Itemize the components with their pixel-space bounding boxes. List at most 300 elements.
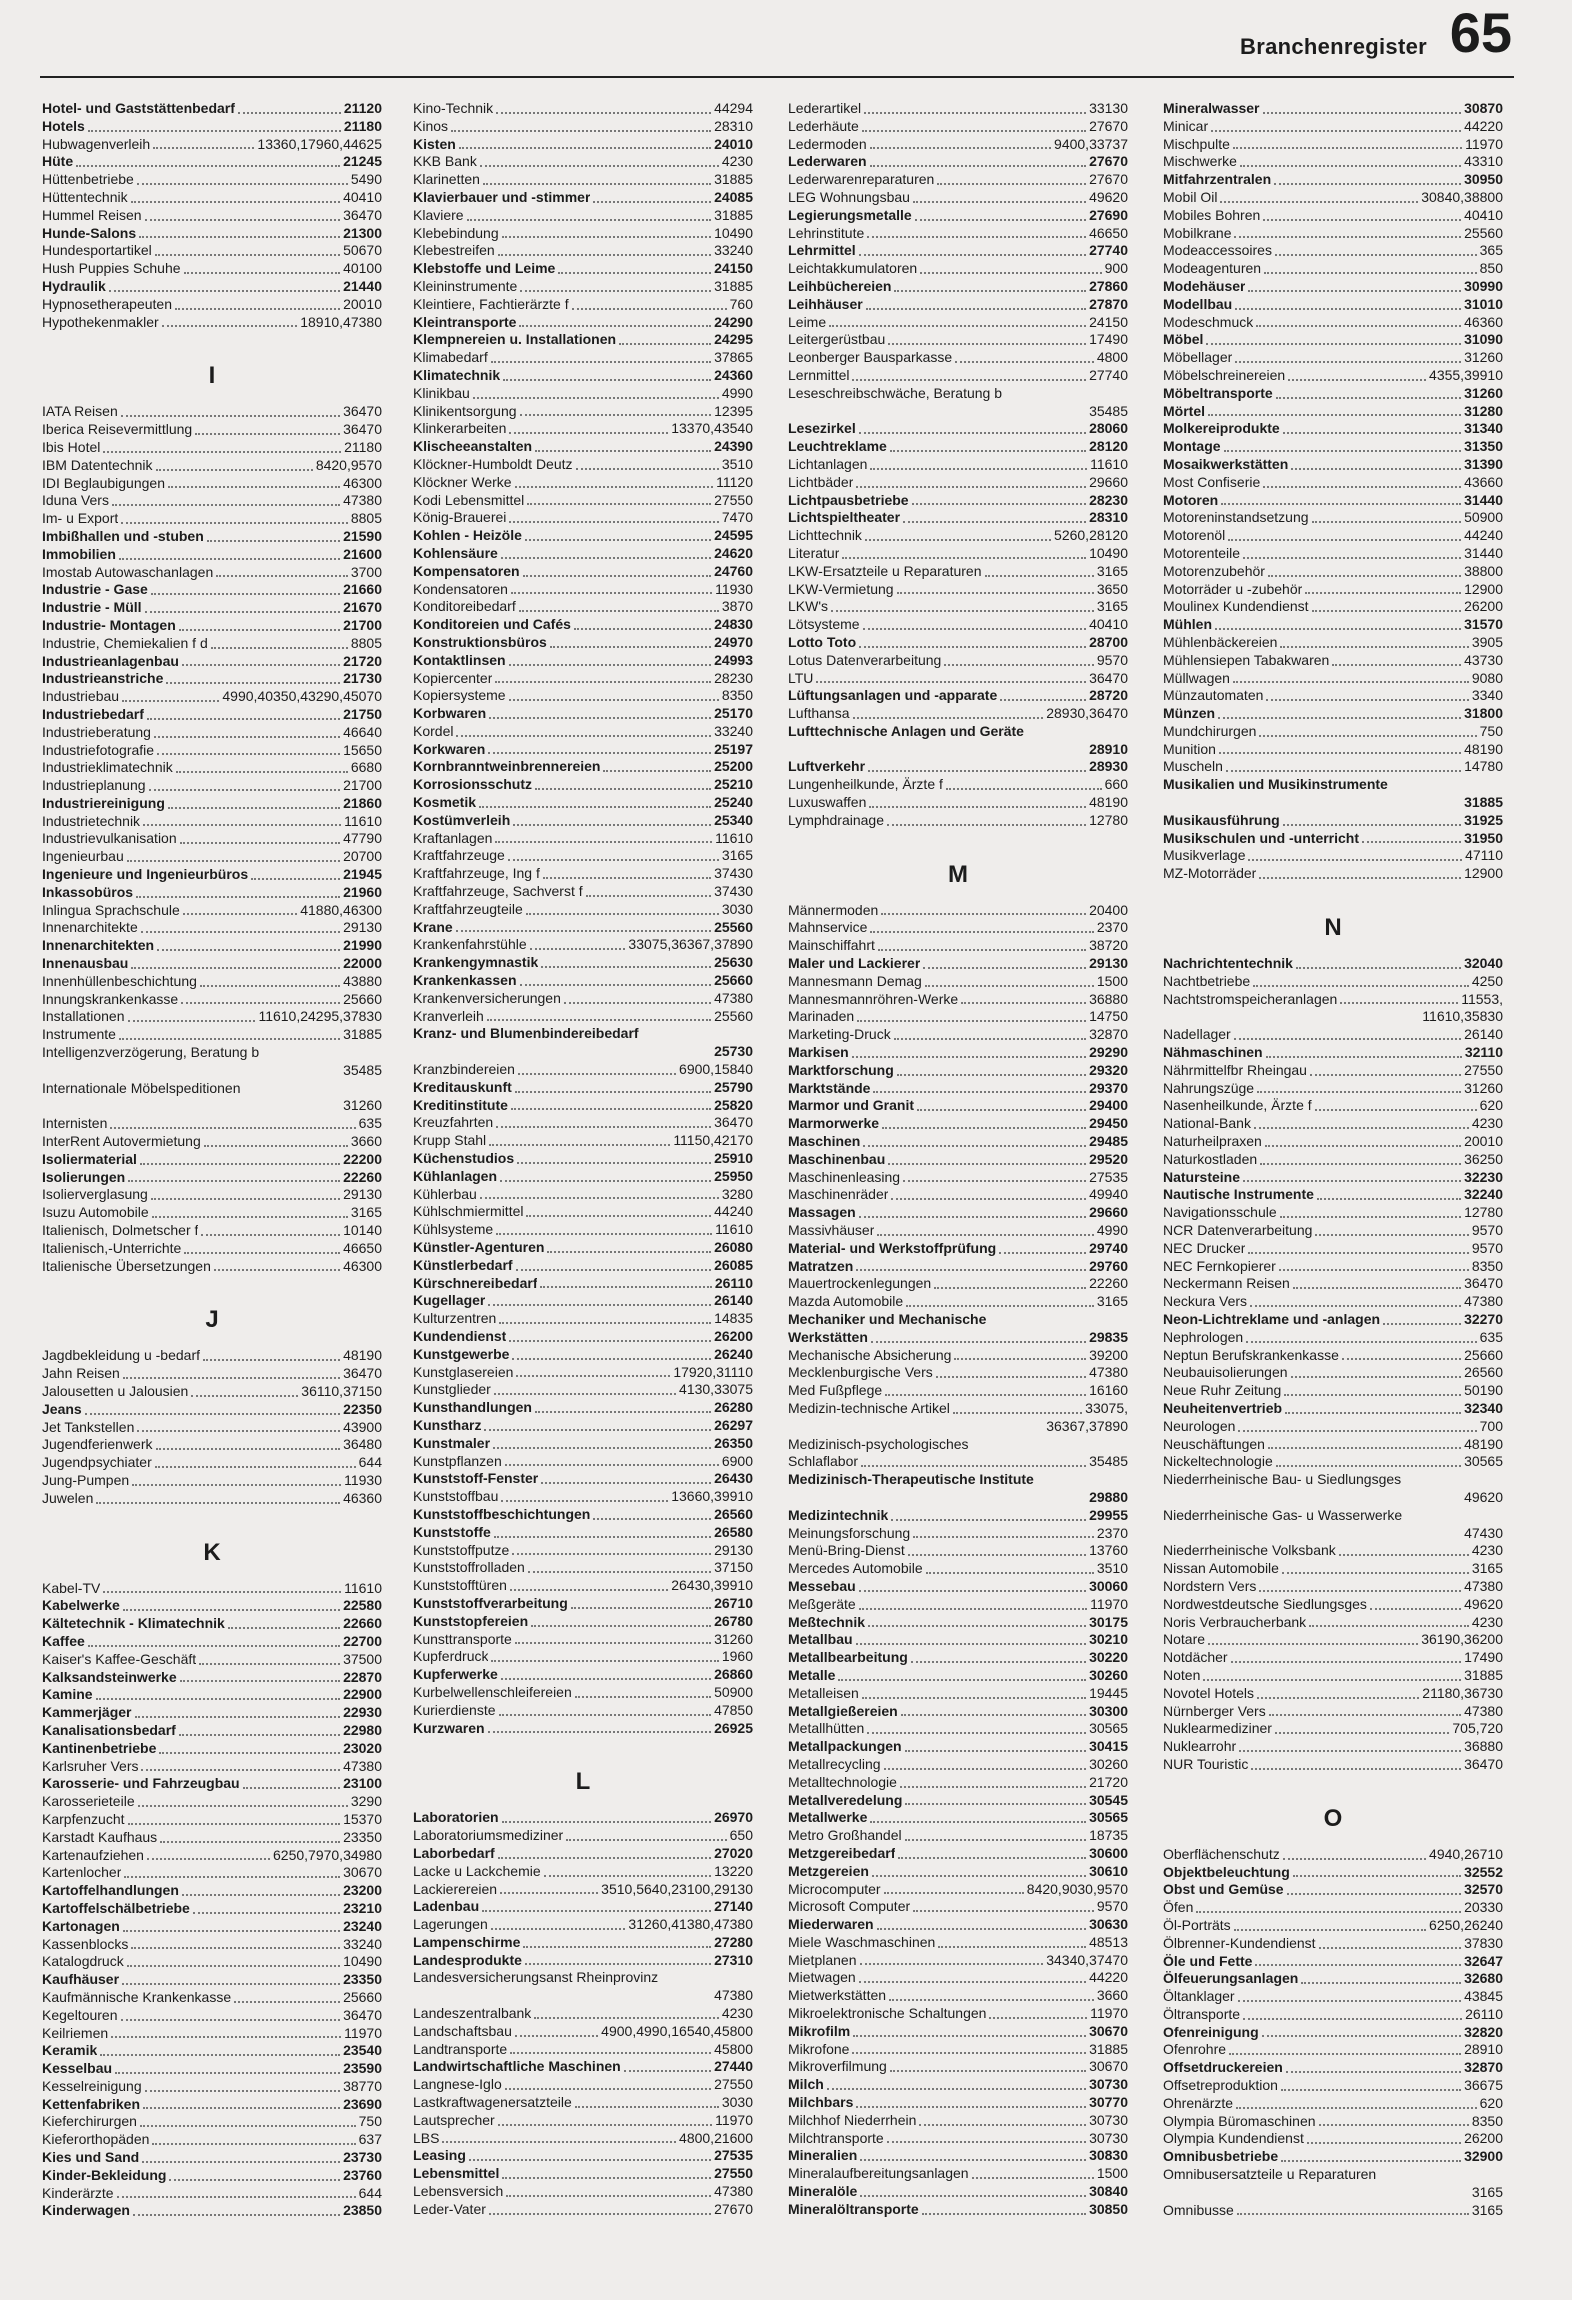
entry-name: Miele Waschmaschinen: [788, 1933, 936, 1950]
index-entry: [788, 687, 1128, 705]
entry-codes: 31885: [1089, 2040, 1128, 2057]
entry-name: Lichttechnik: [788, 527, 862, 544]
entry-codes: 37430: [714, 865, 753, 882]
index-entry: [788, 1169, 1128, 1187]
entry-name: Modellbau: [1163, 295, 1233, 312]
entry-name: Nachtbetriebe: [1163, 972, 1251, 989]
entry-codes: 25197: [714, 740, 753, 757]
entry-name: Kunstpflanzen: [413, 1452, 502, 1469]
dot-leader: [912, 503, 1086, 505]
dot-leader: [495, 681, 711, 683]
entry-name: Öl-Porträts: [1163, 1916, 1231, 1933]
entry-name: Meßtechnik: [788, 1613, 866, 1630]
dot-leader: [860, 2195, 1086, 2197]
index-entry: [788, 1151, 1128, 1169]
entry-codes: 38800: [1464, 562, 1503, 579]
index-entry: [1163, 1864, 1503, 1882]
entry-name: Küchenstudios: [413, 1150, 515, 1167]
entry-codes: 32680: [1464, 1970, 1503, 1987]
dot-leader: [923, 967, 1086, 969]
index-entry: [1163, 1560, 1503, 1578]
dot-leader: [179, 629, 340, 631]
index-entry: [1163, 776, 1503, 794]
entry-name: Kunststoffbau: [413, 1488, 499, 1505]
entry-codes: 38770: [343, 2077, 382, 2094]
entry-codes: 27550: [714, 491, 753, 508]
index-entry: [42, 1044, 382, 1062]
entry-codes: 44220: [1464, 117, 1503, 134]
index-entry: [1163, 527, 1503, 545]
entry-name: Innungskrankenkasse: [42, 990, 179, 1007]
entry-name: Luxuswaffen: [788, 794, 867, 811]
entry-name: MZ-Motorräder: [1163, 865, 1257, 882]
entry-name: Nordstern Vers: [1163, 1577, 1257, 1594]
index-entry: [788, 1631, 1128, 1649]
entry-codes: 29485: [1089, 1133, 1128, 1150]
index-entry: [413, 136, 753, 154]
entry-name: Korbwaren: [413, 705, 487, 722]
dot-leader: [488, 1304, 711, 1306]
dot-leader: [1254, 1127, 1469, 1129]
dot-leader: [456, 930, 711, 932]
entry-name: Ledermoden: [788, 135, 867, 152]
entry-name: Klinikbau: [413, 384, 470, 401]
index-entry: [413, 598, 753, 616]
dot-leader: [496, 112, 711, 114]
index-entry: [42, 1365, 382, 1383]
entry-name: Mikroelektronische Schaltungen: [788, 2005, 987, 2022]
dot-leader: [829, 325, 1086, 327]
entry-name: Kaffee: [42, 1632, 85, 1649]
entry-codes: 20700: [343, 848, 382, 865]
entry-name: Kunststofftüren: [413, 1577, 507, 1594]
entry-name: Karstadt Kaufhaus: [42, 1828, 158, 1845]
index-entry: [413, 385, 753, 403]
entry-codes: 48190: [343, 1347, 382, 1364]
entry-codes: 15370: [343, 1810, 382, 1827]
dot-leader: [509, 1340, 711, 1342]
entry-name: Montage: [1163, 438, 1221, 455]
entry-codes: 44294: [714, 100, 753, 116]
dot-leader: [862, 130, 1086, 132]
entry-name: Kantinenbetriebe: [42, 1739, 157, 1756]
index-entry: [788, 1062, 1128, 1080]
entry-name: Nürnberger Vers: [1163, 1702, 1266, 1719]
entry-name: Lederwaren: [788, 153, 867, 170]
index-entry: [788, 937, 1128, 955]
entry-codes: 25240: [714, 794, 753, 811]
index-entry: [1163, 1329, 1503, 1347]
dot-leader: [1228, 539, 1461, 541]
dot-leader: [155, 1466, 356, 1468]
dot-leader: [593, 1518, 711, 1520]
entry-codes: 36470: [343, 421, 382, 438]
dot-leader: [877, 1234, 1093, 1236]
dot-leader: [852, 379, 1086, 381]
index-entry: [1163, 118, 1503, 136]
entry-name: Kranverleih: [413, 1007, 484, 1024]
entry-codes: 24830: [714, 616, 753, 633]
entry-codes: 16160: [1089, 1382, 1128, 1399]
entry-name: Nuklearmediziner: [1163, 1720, 1272, 1737]
dot-leader: [903, 521, 1086, 523]
dot-leader: [1235, 361, 1461, 363]
index-entry-continuation: [1163, 794, 1503, 812]
entry-name: Industrietechnik: [42, 812, 141, 829]
entry-codes: 28910: [1464, 2041, 1503, 2058]
index-entry: [1163, 991, 1503, 1009]
entry-name: Industriebedarf: [42, 705, 144, 722]
index-entry: [1163, 1275, 1503, 1293]
entry-name: Klischeeanstalten: [413, 438, 533, 455]
index-entry: [413, 1470, 753, 1488]
entry-name: Navigationsschule: [1163, 1204, 1277, 1221]
index-entry: [788, 776, 1128, 794]
dot-leader: [985, 575, 1094, 577]
entry-codes: 8420,9570: [315, 456, 382, 473]
entry-codes: 31570: [1464, 616, 1503, 633]
entry-codes: 26280: [714, 1399, 753, 1416]
entry-name: Klebstoffe und Leime: [413, 260, 556, 277]
entry-name: Lymphdrainage: [788, 811, 884, 828]
entry-codes: 37865: [714, 349, 753, 366]
index-entry: [788, 2041, 1128, 2059]
index-entry: [42, 1775, 382, 1793]
entry-name: Lederwarenreparaturen: [788, 171, 935, 188]
entry-name: Musikalien und Musikinstrumente: [1163, 776, 1388, 793]
index-entry: [788, 456, 1128, 474]
dot-leader: [139, 236, 340, 238]
index-entry: [413, 2041, 753, 2059]
index-entry: [1163, 1133, 1503, 1151]
entry-codes: 4130,33075: [679, 1381, 753, 1398]
dot-leader: [1239, 1750, 1461, 1752]
entry-codes: 30175: [1089, 1613, 1128, 1630]
index-entry: [1163, 1970, 1503, 1988]
entry-codes: 3030: [721, 900, 753, 917]
entry-name: Mineralien: [788, 2147, 858, 2164]
entry-codes: 49620: [1464, 1595, 1503, 1612]
entry-codes: 27280: [714, 1933, 753, 1950]
dot-leader: [888, 1163, 1086, 1165]
entry-codes: 11610,24295,37830: [258, 1008, 382, 1025]
index-entry: [1163, 1649, 1503, 1667]
entry-name: Klinikentsorgung: [413, 402, 517, 419]
index-entry: [788, 2165, 1128, 2183]
dot-leader: [162, 325, 298, 327]
entry-codes: 11610: [1090, 455, 1128, 472]
entry-name: Kartoffelhandlungen: [42, 1882, 179, 1899]
index-entry: [1163, 581, 1503, 599]
index-entry: [1163, 545, 1503, 563]
index-entry: [42, 848, 382, 866]
entry-name: Neuschäftungen: [1163, 1435, 1265, 1452]
entry-name: Nuklearrohr: [1163, 1738, 1237, 1755]
dot-leader: [530, 948, 626, 950]
entry-name: Mietwerkstätten: [788, 1987, 887, 2004]
section-gap: [413, 1737, 753, 1755]
entry-name: Motorenzubehör: [1163, 562, 1265, 579]
entry-codes: 23350: [343, 1828, 382, 1845]
index-entry: [413, 1881, 753, 1899]
entry-codes: 11553,: [1461, 990, 1503, 1007]
entry-name: Milchhof Niederrhein: [788, 2111, 917, 2128]
index-entry: [42, 1186, 382, 1204]
entry-codes: 31925: [1464, 811, 1503, 828]
dot-leader: [903, 1180, 1086, 1182]
index-entry: [788, 1809, 1128, 1827]
entry-codes: 3280: [721, 1185, 753, 1202]
entry-codes: 31800: [1464, 705, 1503, 722]
dot-leader: [853, 2035, 1086, 2037]
entry-codes: 21300: [343, 224, 382, 241]
entry-codes: 26560: [1464, 1364, 1503, 1381]
entry-codes: 4940,26710: [1429, 1845, 1503, 1862]
dot-leader: [861, 1465, 1086, 1467]
entry-codes: 27670: [1089, 117, 1128, 134]
entry-name: Lichtbäder: [788, 473, 854, 490]
entry-codes: 36470: [714, 1114, 753, 1131]
index-entry: [413, 776, 753, 794]
index-entry: [1163, 1080, 1503, 1098]
entry-codes: 26925: [714, 1719, 753, 1736]
dot-leader: [1224, 450, 1462, 452]
index-entry: [1163, 367, 1503, 385]
index-entry: [788, 563, 1128, 581]
entry-codes: 12395: [714, 402, 753, 419]
index-entry: [413, 171, 753, 189]
entry-codes: 4355,39910: [1429, 366, 1503, 383]
dot-leader: [535, 450, 711, 452]
dot-leader: [156, 469, 313, 471]
dot-leader: [908, 1554, 1086, 1556]
dot-leader: [119, 1038, 340, 1040]
index-entry: [1163, 830, 1503, 848]
dot-leader: [136, 896, 340, 898]
entry-codes: 4230: [1471, 1613, 1503, 1630]
entry-codes: 36880: [1089, 990, 1128, 1007]
entry-name: Lederartikel: [788, 100, 862, 116]
index-entry: [1163, 1382, 1503, 1400]
section-letter-heading: O: [1323, 1804, 1343, 1832]
entry-name: Mosaikwerkstätten: [1163, 455, 1289, 472]
dot-leader: [516, 1375, 670, 1377]
entry-codes: 45800: [714, 2040, 753, 2057]
entry-codes: 2370: [1096, 1524, 1128, 1541]
index-entry: [1163, 741, 1503, 759]
dot-leader: [1309, 1625, 1469, 1627]
entry-name: Kisten: [413, 135, 456, 152]
entry-name: Kondensatoren: [413, 580, 508, 597]
entry-name: Mühlen: [1163, 616, 1212, 633]
index-entry: [42, 439, 382, 457]
dot-leader: [1283, 1858, 1426, 1860]
index-entry: [788, 1115, 1128, 1133]
entry-name: Krankengymnastik: [413, 954, 539, 971]
index-entry: [788, 2005, 1128, 2023]
entry-codes: 29130: [714, 1541, 753, 1558]
entry-codes: 31350: [1464, 438, 1503, 455]
entry-codes: 26140: [714, 1292, 753, 1309]
entry-name: Lesezirkel: [788, 420, 856, 437]
dot-leader: [523, 575, 711, 577]
dot-leader: [182, 664, 340, 666]
entry-name: Industrieberatung: [42, 723, 151, 740]
dot-leader: [131, 1947, 340, 1949]
entry-name: Metzgereien: [788, 1862, 869, 1879]
entry-name: Kammerjäger: [42, 1704, 132, 1721]
entry-name: Kunstmaler: [413, 1434, 491, 1451]
dot-leader: [526, 1215, 711, 1217]
dot-leader: [515, 1091, 711, 1093]
entry-name: Maler und Lackierer: [788, 955, 921, 972]
entry-name: Keilriemen: [42, 2024, 109, 2041]
entry-codes: 30670: [343, 1864, 382, 1881]
dot-leader: [1288, 379, 1426, 381]
entry-codes: 28310: [1089, 509, 1128, 526]
index-entry: [1163, 260, 1503, 278]
index-entry: [413, 2165, 753, 2183]
entry-name: Leitergerüstbau: [788, 331, 886, 348]
index-entry: [413, 492, 753, 510]
dot-leader: [459, 147, 711, 149]
entry-name: Literatur: [788, 544, 840, 561]
dot-leader: [473, 397, 719, 399]
entry-name: Möbeltransporte: [1163, 384, 1273, 401]
entry-codes: 900: [1104, 260, 1128, 277]
dot-leader: [868, 770, 1086, 772]
entry-name: InterRent Autovermietung: [42, 1133, 201, 1150]
entry-name: Mineralwasser: [1163, 100, 1260, 116]
index-entry: [413, 1132, 753, 1150]
index-entry: [42, 1580, 382, 1598]
dot-leader: [496, 1126, 711, 1128]
entry-codes: 9400,33737: [1054, 135, 1128, 152]
dot-leader: [169, 2179, 340, 2181]
entry-name: Mannesmann Demag: [788, 972, 922, 989]
entry-name: Kleininstrumente: [413, 277, 518, 294]
index-entry: [42, 937, 382, 955]
entry-codes: 22000: [343, 955, 382, 972]
dot-leader: [541, 1482, 711, 1484]
entry-name: Künstler-Agenturen: [413, 1239, 545, 1255]
entry-codes: 21180,36730: [1422, 1684, 1503, 1701]
index-entry: [413, 1079, 753, 1097]
index-entry: [788, 2147, 1128, 2165]
entry-codes: 20400: [1089, 901, 1128, 918]
dot-leader: [894, 290, 1086, 292]
entry-codes: 39200: [1089, 1346, 1128, 1363]
entry-name: Im- u Export: [42, 510, 119, 527]
entry-codes: 3165: [1096, 1293, 1128, 1310]
index-entry: [1163, 1418, 1503, 1436]
index-entry: [1163, 438, 1503, 456]
dot-leader: [183, 913, 297, 915]
entry-codes: 11610: [715, 1221, 753, 1238]
entry-name: Lautsprecher: [413, 2111, 495, 2128]
entry-codes: 37830: [1464, 1934, 1503, 1951]
index-entry: [42, 830, 382, 848]
entry-codes: 30990: [1464, 277, 1503, 294]
entry-codes: 47430: [1464, 1524, 1503, 1541]
dot-leader: [515, 2035, 598, 2037]
entry-name: Kopiersysteme: [413, 687, 506, 704]
index-entry: [788, 1863, 1128, 1881]
index-entry: [788, 955, 1128, 973]
entry-name: Leihhäuser: [788, 295, 863, 312]
index-entry: [1163, 847, 1503, 865]
dot-leader: [513, 824, 711, 826]
entry-name: Metallhütten: [788, 1720, 865, 1737]
entry-codes: 8805: [350, 634, 382, 651]
entry-name: Most Confiserie: [1163, 473, 1261, 490]
index-entry: [1163, 420, 1503, 438]
entry-name: Omnibusersatzteile u Reparaturen: [1163, 2166, 1377, 2183]
entry-name: Langnese-Iglo: [413, 2076, 502, 2093]
dot-leader: [141, 931, 340, 933]
entry-codes: 660: [1104, 776, 1128, 793]
entry-name: Kartenlocher: [42, 1864, 122, 1881]
entry-codes: 13370,43540: [671, 420, 753, 437]
entry-name: Neckermann Reisen: [1163, 1275, 1290, 1292]
entry-name: Karosserie- und Fahrzeugbau: [42, 1775, 240, 1792]
entry-name: Lotus Datenverarbeitung: [788, 651, 942, 668]
entry-name: Ingenieurbau: [42, 848, 124, 865]
dot-leader: [181, 1002, 340, 1004]
entry-name: Hubwagenverleih: [42, 135, 151, 152]
index-entry-continuation: [1163, 1489, 1503, 1507]
entry-name: Kaufmännische Krankenkasse: [42, 1988, 232, 2005]
dot-leader: [191, 1395, 298, 1397]
index-entry: [1163, 1026, 1503, 1044]
entry-codes: 24620: [714, 544, 753, 561]
dot-leader: [842, 557, 1086, 559]
entry-name: Metallrecycling: [788, 1755, 881, 1772]
dot-leader: [1203, 1679, 1461, 1681]
index-entry: [1163, 242, 1503, 260]
index-entry: [788, 207, 1128, 225]
dot-leader: [872, 1875, 1086, 1877]
entry-name: Mazda Automobile: [788, 1293, 904, 1310]
entry-codes: 11610: [715, 829, 753, 846]
entry-codes: 28930: [1089, 758, 1128, 775]
entry-name: Isolierverglasung: [42, 1186, 148, 1203]
entry-codes: 21720: [1089, 1773, 1128, 1790]
entry-codes: 3340: [1471, 687, 1503, 704]
index-entry: [42, 1811, 382, 1829]
entry-codes: 49620: [1089, 188, 1128, 205]
entry-codes: 26860: [714, 1666, 753, 1683]
entry-codes: 30220: [1089, 1649, 1128, 1666]
dot-leader: [155, 254, 340, 256]
entry-name: Landschaftsbau: [413, 2022, 512, 2039]
entry-name: Lungenheilkunde, Ärzte f: [788, 776, 943, 793]
entry-name: Isoliermaterial: [42, 1150, 137, 1167]
entry-codes: 32870: [1089, 1026, 1128, 1043]
entry-name: Lebensmittel: [413, 2165, 500, 2182]
entry-codes: 700: [1479, 1417, 1503, 1434]
index-entry: [1163, 100, 1503, 118]
index-entry: [1163, 1311, 1503, 1329]
index-entry: [1163, 1631, 1503, 1649]
index-entry: [1163, 225, 1503, 243]
dot-leader: [88, 130, 341, 132]
entry-name: Industrie - Müll: [42, 599, 142, 616]
entry-codes: 32270: [1464, 1311, 1503, 1327]
index-entry: [413, 901, 753, 919]
dot-leader: [1220, 201, 1418, 203]
entry-name: Menü-Bring-Dienst: [788, 1542, 905, 1559]
